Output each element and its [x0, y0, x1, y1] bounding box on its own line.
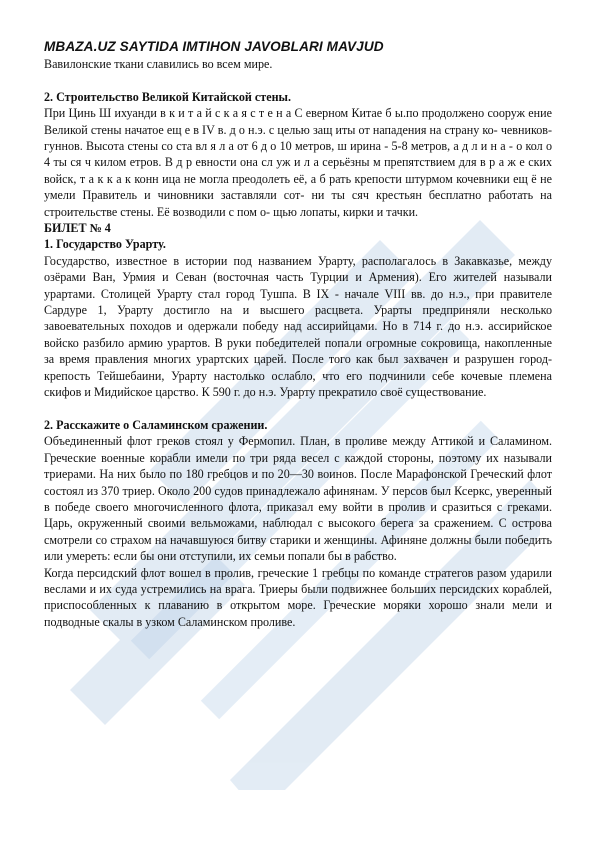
section-text-salamis-2: Когда персидский флот вошел в пролив, греческие 1 гребцы по команде стратегов разом ударили веслами и их суда устремились на врага. Триеры были подвижнее больших персидских кораблей, приспособленных к плаванию в открытом море. Греческие моряки хорошо знали мели и подводные скалы в узком Саламинском проливе. — [44, 565, 552, 629]
section-title-urartu: 1. Государство Урарту. — [44, 237, 166, 252]
section-text-salamis-1: Объединенный флот греков стоял у Фермопил. План, в проливе между Аттикой и Саламином. Греческие военные корабли имели по три ряда весел с каждой стороны, поэтому их называли триерами. На них было по 180 гребцов и по 20—30 воинов. После Марафонской Греческий флот состоял из 370 триер. Около 200 судов принадлежало афинянам. У персов был Ксеркс, уверенный в победе своего многочисленного флота, приказал ему войти в пролив и сразиться с греками. Царь, окруженный своими вельможами, наблюдал с высокого берега за сражением. С острова смотрели со страхом на начавшуюся битву старики и женщины. Афиняне должны были победить или умереть: если бы они отступили, их семьи попали бы в рабство. — [44, 434, 552, 564]
section-text-urartu: Государство, известное в истории под названием Урарту, располагалось в Закавказье, между озёрами Ван, Урмия и Севан (восточная часть Турции и Армения). Его жителей называли урартами. Столицей Урарту стал город Тушпа. В IX - начале VIII вв. до н.э., при правителе Сардуре 1, Урарту достигло на и высшего расцвета. Урарты предприняли несколько завоевательных походов и одержали победу над ассирийцами. Но в 714 г. до н.э. ассирийское войско разбило армию урартов. В руки победителей попали огромные сокровища, накопленные за время правления многих урартских царей. После того как был захвачен и разрушен город-крепость Тейшебаини, Урарту настолько ослабло, что его подчинили себе кочевые племена скифов и Мидийское царство. К 590 г. до н.э. Урарту прекратило своё существование. — [44, 253, 552, 400]
ticket-heading: БИЛЕТ № 4 — [44, 221, 111, 236]
section-title-salamis: 2. Расскажите о Саламинском сражении. — [44, 417, 268, 432]
section-text-great-wall: При Цинь Ш ихуанди в к и т а й с к а я с т е н а С еверном Китае б ы.по продолжено сооруж ение Великой стены начатое ещ е в IV в. д о н.э. с целью защ иты от нападения на страну ко- чевников-гуннов. Высота стены со ста вл я л а от 6 д о 10 метров, ш ирина - 5-8 метров, а д л и н а - о кол о 4 ты ся ч килом етров. В д р евности она сл уж и л а серьёзны м препятствием для в р а ж е ских войск, т а к к а к конн ица не могла преодолеть её, а б рать крепости штурмом кочевники ещ ё не умели Правитель и чиновники заставляли сот- ни ты сяч крестьян бесплатно работать на строительстве стены. Её возводили с пом о- щью лопаты, кирки и тачки. — [44, 106, 552, 219]
site-header: MBAZA.UZ SAYTIDA IMTIHON JAVOBLARI MAVJUD — [44, 39, 384, 54]
intro-line: Вавилонские ткани славились во всем мире. — [44, 57, 273, 71]
section-title-great-wall: 2. Строительство Великой Китайской стены. — [44, 89, 292, 104]
document-body — [44, 56, 552, 630]
